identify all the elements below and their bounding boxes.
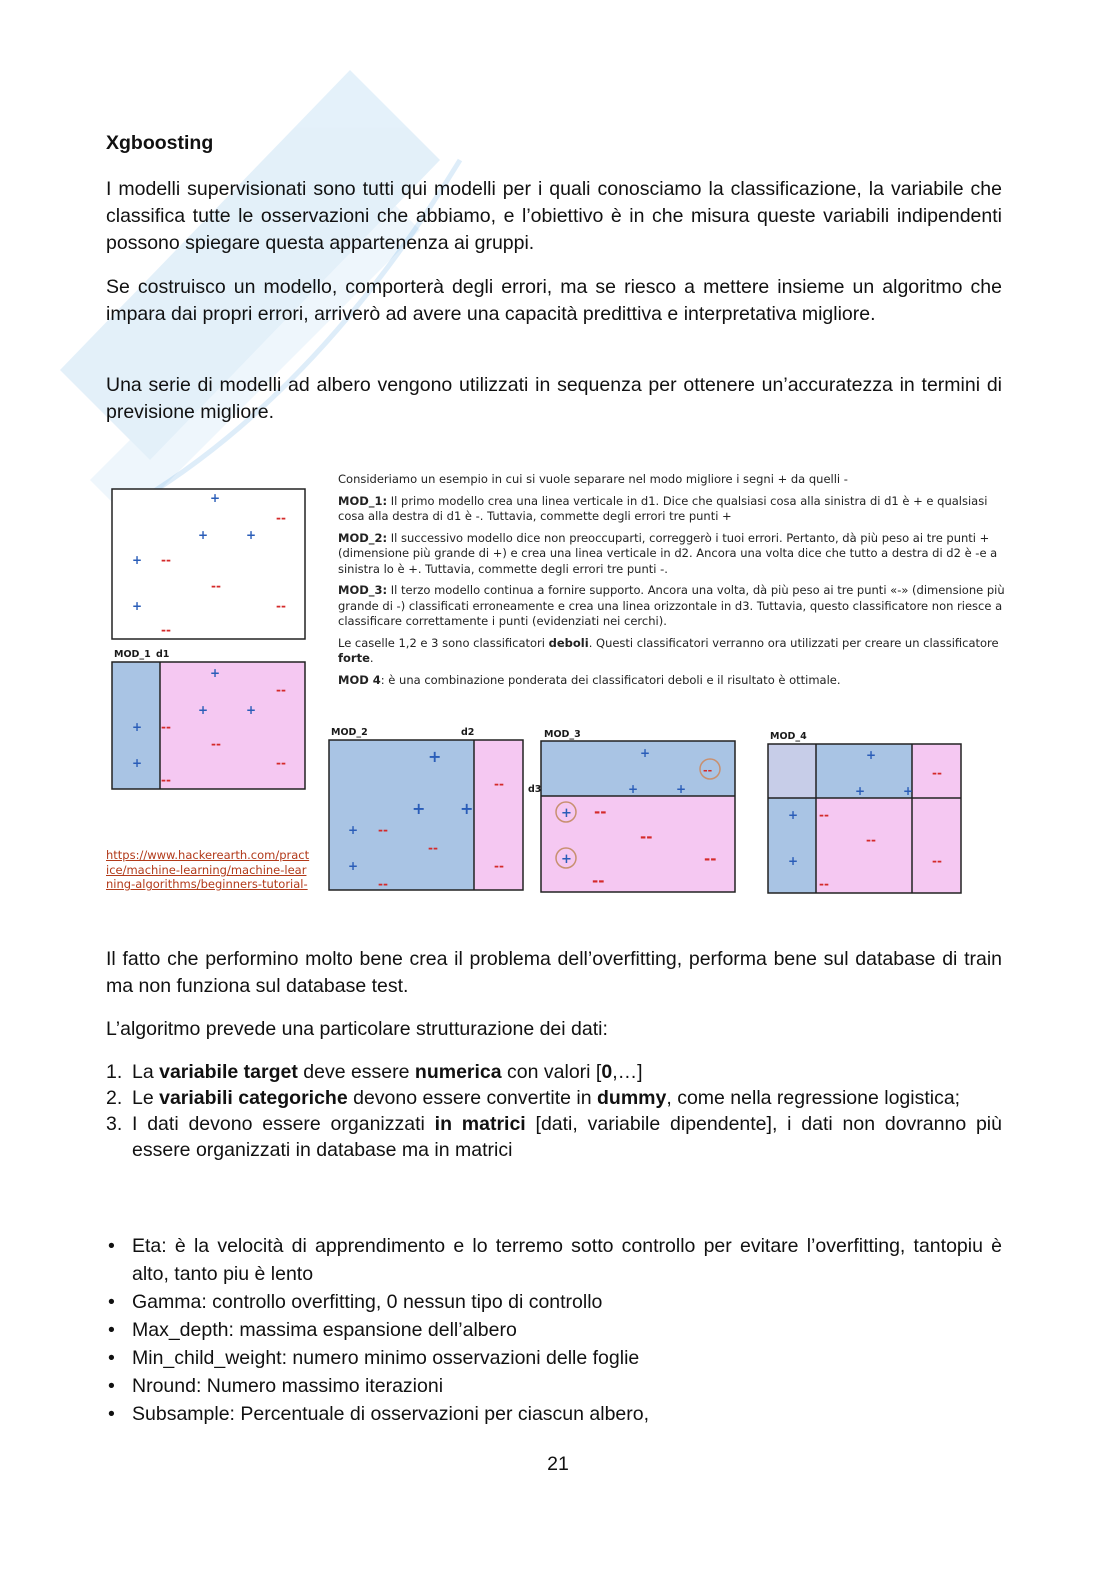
minus-mark: -- xyxy=(594,803,607,821)
plus-mark: + xyxy=(460,799,474,818)
plus-mark: + xyxy=(866,748,877,762)
caption-mod3: MOD_3: Il terzo modello continua a fornire supporto. Ancora una volta, dà più peso ai tre punti «-» (dimensione più grande di -) classificati erroneamente e crea una linea orizzontale in d3. Tuttavia, questo classificatore non riesce a classificare correttamente i punti (evidenziati nei cerchi). xyxy=(338,583,1005,628)
minus-mark: -- xyxy=(704,850,717,868)
bullet-item: • Max_depth: massima espansione dell’albero xyxy=(106,1316,1002,1344)
plus-mark: + xyxy=(676,782,687,796)
source-link[interactable]: https://www.hackerearth.com/practice/machine-learning/machine-learning-algorithms/beginners-tutorial- xyxy=(106,848,310,891)
plus-mark: + xyxy=(903,784,914,798)
paragraph-overfitting: Il fatto che performino molto bene crea il problema dell’overfitting, performa bene sul database di train ma non funziona sul database test. xyxy=(106,948,1002,997)
label-mod2: MOD_2 xyxy=(331,727,368,738)
bullet-icon: • xyxy=(108,1291,115,1313)
plus-mark: + xyxy=(132,553,143,567)
minus-mark: -- xyxy=(378,877,388,891)
minus-mark: -- xyxy=(161,553,171,567)
caption-mod1: MOD_1: Il primo modello crea una linea verticale in d1. Dice che qualsiasi cosa alla sinistra di d1 è + e qualsiasi cosa alla destra di d1 è -. Tuttavia, commette degli errori tre punti + xyxy=(338,493,988,523)
minus-mark: -- xyxy=(592,872,605,890)
minus-mark: -- xyxy=(378,823,388,837)
label-d1: d1 xyxy=(156,649,170,660)
minus-mark: -- xyxy=(819,877,829,891)
bullet-icon: • xyxy=(108,1319,115,1341)
plus-mark: + xyxy=(348,859,359,873)
plus-mark: + xyxy=(210,491,221,505)
minus-mark: -- xyxy=(703,764,713,777)
plus-mark: + xyxy=(412,799,426,818)
minus-mark: -- xyxy=(161,720,171,734)
caption-weak: Le caselle 1,2 e 3 sono classificatori deboli. Questi classificatori verranno ora utilizzati per creare un classificatore forte. xyxy=(338,635,999,665)
label-mod1: MOD_1 xyxy=(114,649,151,660)
minus-mark: -- xyxy=(211,737,221,751)
minus-mark: -- xyxy=(640,828,653,846)
mod4-region xyxy=(816,798,912,893)
label-mod4: MOD_4 xyxy=(770,731,807,742)
bullet-icon: • xyxy=(108,1235,115,1257)
label-d3: d3 xyxy=(528,784,542,795)
mod4-region xyxy=(912,798,961,893)
minus-mark: -- xyxy=(161,773,171,787)
minus-mark: -- xyxy=(161,623,171,637)
list-item: 3. I dati devono essere organizzati in matrici [dati, variabile dipendente], i dati non dovranno più essere organizzati in database ma in matrici xyxy=(106,1113,1002,1161)
plus-mark: + xyxy=(198,528,209,542)
bullet-item: • Gamma: controllo overfitting, 0 nessun tipo di controllo xyxy=(106,1288,1002,1316)
plus-mark: + xyxy=(788,808,799,822)
minus-mark: -- xyxy=(276,756,286,770)
minus-mark: -- xyxy=(211,579,221,593)
caption-intro: Consideriamo un esempio in cui si vuole separare nel modo migliore i segni + da quelli - xyxy=(338,472,848,486)
minus-mark: -- xyxy=(494,859,504,873)
section-title: Xgboosting xyxy=(106,132,214,154)
plus-mark: + xyxy=(246,703,257,717)
paragraph-1: I modelli supervisionati sono tutti qui modelli per i quali conosciamo la classificazione, la variabile che classifica tutte le osservazioni che abbiamo, e l’obiettivo è in che misura queste variabili indipendenti possono spiegare questa appartenenza ai gruppi. xyxy=(106,178,1002,254)
minus-mark: -- xyxy=(276,599,286,613)
minus-mark: -- xyxy=(276,683,286,697)
mod4-region xyxy=(768,744,816,798)
caption-mod2: MOD_2: Il successivo modello dice non preoccuparti, correggerò i tuoi errori. Pertanto, dà più peso ai tre punti + (dimensione più grande di +) e crea una linea verticale in d2. Ancora una volta dice che tutto a destra di d2 è -e a sinistra lo è +. Tuttavia, commette degli errori tre punti -. xyxy=(338,530,998,576)
plus-mark: + xyxy=(198,703,209,717)
plus-mark: + xyxy=(428,747,442,766)
paragraph-2: Se costruisco un modello, comporterà degli errori, ma se riesco a mettere insieme un algoritmo che impara dai propri errori, arriverò ad avere una capacità predittiva e interpretativa migliore. xyxy=(106,276,1002,325)
plus-mark: + xyxy=(561,852,572,867)
bullet-item: • Min_child_weight: numero minimo osservazioni delle foglie xyxy=(106,1344,1002,1372)
list-item: 2. Le variabili categoriche devono essere convertite in dummy, come nella regressione logistica; xyxy=(106,1087,961,1109)
boosting-figure xyxy=(100,472,1010,912)
label-mod3: MOD_3 xyxy=(544,729,581,740)
minus-mark: -- xyxy=(866,833,876,847)
numbered-list xyxy=(106,1059,1002,1163)
bullet-item: • Nround: Numero massimo iterazioni xyxy=(106,1372,1002,1400)
bullet-icon: • xyxy=(108,1347,115,1369)
paragraph-3: Una serie di modelli ad albero vengono utilizzati in sequenza per ottenere un’accuratezza in termini di previsione migliore. xyxy=(106,374,1002,423)
minus-mark: -- xyxy=(932,854,942,868)
paragraph-structure: L’algoritmo prevede una particolare strutturazione dei dati: xyxy=(106,1018,608,1040)
minus-mark: -- xyxy=(819,808,829,822)
plus-mark: + xyxy=(561,806,572,821)
plus-mark: + xyxy=(210,666,221,680)
bullet-item: • Subsample: Percentuale di osservazioni per ciascun albero, xyxy=(106,1400,1002,1428)
bullet-item: • Eta: è la velocità di apprendimento e lo terremo sotto controllo per evitare l’overfitting, tantopiu è alto, tanto piu è lento xyxy=(106,1232,1002,1288)
plus-mark: + xyxy=(246,528,257,542)
minus-mark: -- xyxy=(932,766,942,780)
plus-mark: + xyxy=(348,823,359,837)
plus-mark: + xyxy=(132,720,143,734)
page-number: 21 xyxy=(547,1453,569,1475)
bullet-icon: • xyxy=(108,1403,115,1425)
bullet-icon: • xyxy=(108,1375,115,1397)
plus-mark: + xyxy=(132,756,143,770)
bullet-list xyxy=(106,1232,1002,1428)
minus-mark: -- xyxy=(428,841,438,855)
plus-mark: + xyxy=(628,782,639,796)
figure-caption xyxy=(338,472,1006,694)
label-d2: d2 xyxy=(461,727,475,738)
plus-mark: + xyxy=(788,854,799,868)
plus-mark: + xyxy=(640,746,651,760)
minus-mark: -- xyxy=(276,511,286,525)
minus-mark: -- xyxy=(494,777,504,791)
caption-mod4: MOD 4: è una combinazione ponderata dei classificatori deboli e il risultato è ottimale. xyxy=(338,672,841,687)
list-item: 1. La variabile target deve essere numerica con valori [0,…] xyxy=(106,1061,643,1083)
plus-mark: + xyxy=(855,784,866,798)
plus-mark: + xyxy=(132,599,143,613)
